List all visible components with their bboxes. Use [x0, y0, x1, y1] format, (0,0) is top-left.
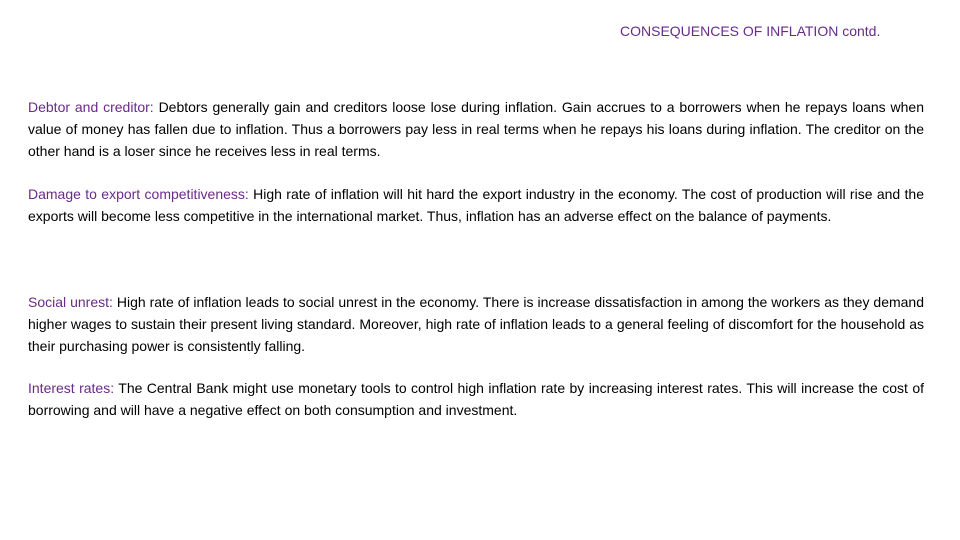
paragraph-text: Debtors generally gain and creditors loose lose during inflation. Gain accrues to a borrowers when he repays loans when value of money has fallen due to inflation. Thus a borrowers pay less in real terms when he repays his loans during inflation. The creditor on the other hand is a loser since he receives less in real terms. — [28, 99, 924, 159]
slide-title: CONSEQUENCES OF INFLATION contd. — [620, 23, 881, 39]
paragraph-label: Social unrest: — [28, 294, 113, 310]
paragraph-social-unrest — [28, 291, 924, 357]
paragraph-text: High rate of inflation will hit hard the export industry in the economy. The cost of production will rise and the exports will become less competitive in the international market. Thus, inflation has an adverse effect on the balance of payments. — [28, 186, 925, 224]
paragraph-text: The Central Bank might use monetary tools to control high inflation rate by increasing interest rates. This will increase the cost of borrowing and will have a negative effect on both consumption and investment. — [28, 380, 924, 418]
paragraph-debtor-creditor — [28, 96, 924, 162]
paragraph-label: Damage to export competitiveness: — [28, 186, 249, 202]
paragraph-text: High rate of inflation leads to social unrest in the economy. There is increase dissatisfaction in among the workers as they demand higher wages to sustain their present living standard. Moreover, high rate of inflation leads to a general feeling of discomfort for the household as their purchasing power is consistently falling. — [28, 294, 924, 354]
paragraph-export-competitiveness — [28, 183, 924, 227]
paragraph-interest-rates — [28, 377, 924, 421]
paragraph-label: Interest rates: — [28, 380, 115, 396]
paragraph-label: Debtor and creditor: — [28, 99, 154, 115]
